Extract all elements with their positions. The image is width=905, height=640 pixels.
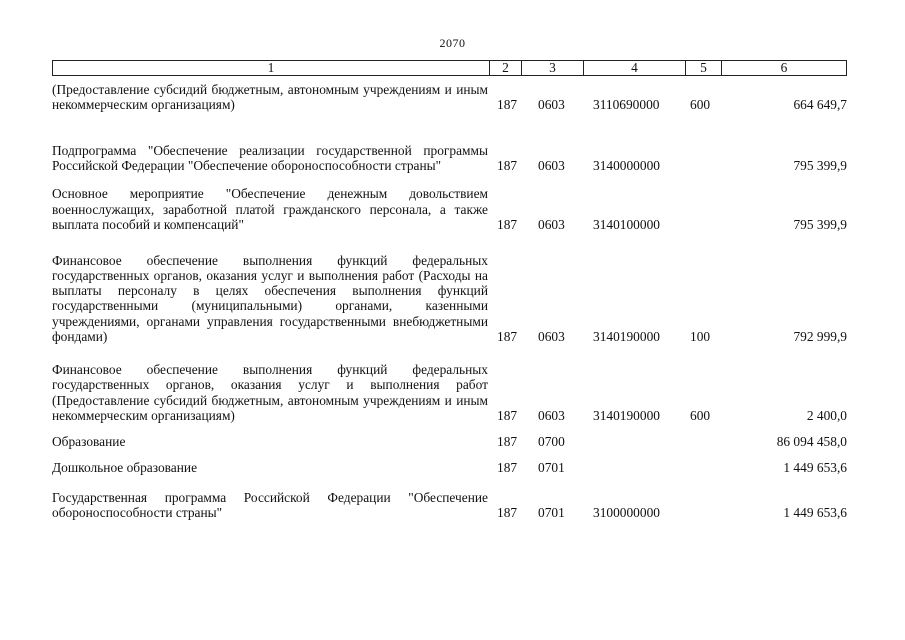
table-row bbox=[52, 123, 847, 173]
row-ministry-code: 187 bbox=[497, 328, 518, 344]
row-amount: 792 999,9 bbox=[793, 328, 847, 344]
row-expense-type: 600 bbox=[690, 96, 711, 112]
row-description: Финансовое обеспечение выполнения функций федеральных государственных органов, оказания услуг и выполнения работ (Расходы на выплаты персоналу в целях обеспечения выполнения функций государственными (муниципальными) органами, казенными учреждениями, органами управления государственными внебюджетными фондами) bbox=[52, 252, 488, 344]
row-amount: 2 400,0 bbox=[806, 407, 847, 423]
header-col-3: 3 bbox=[549, 60, 556, 75]
row-expense-type: 100 bbox=[690, 328, 711, 344]
row-description: Образование bbox=[52, 433, 126, 449]
table-row bbox=[52, 81, 847, 112]
header-col-1: 1 bbox=[267, 60, 275, 75]
page-number: 2070 bbox=[439, 36, 466, 50]
row-target-code: 3140190000 bbox=[593, 407, 660, 423]
row-amount: 795 399,9 bbox=[793, 157, 847, 173]
row-amount: 86 094 458,0 bbox=[776, 433, 847, 449]
row-amount: 795 399,9 bbox=[793, 216, 847, 232]
row-section-code: 0603 bbox=[538, 216, 565, 232]
table-row bbox=[52, 487, 847, 520]
row-amount: 1 449 653,6 bbox=[783, 459, 847, 475]
row-target-code: 3140190000 bbox=[593, 328, 660, 344]
table-row bbox=[52, 355, 847, 423]
row-section-code: 0701 bbox=[538, 459, 565, 475]
table-row bbox=[52, 433, 847, 449]
table-header-row bbox=[52, 60, 847, 76]
header-col-2: 2 bbox=[502, 60, 509, 75]
row-description: Государственная программа Российской Федерации "Обеспечение обороноспособности страны" bbox=[52, 489, 488, 520]
table-row bbox=[52, 243, 847, 344]
row-section-code: 0700 bbox=[538, 433, 565, 449]
header-col-4: 4 bbox=[631, 60, 638, 75]
row-section-code: 0701 bbox=[538, 504, 565, 520]
table-row bbox=[52, 459, 847, 475]
row-section-code: 0603 bbox=[538, 328, 565, 344]
row-ministry-code: 187 bbox=[497, 504, 518, 520]
row-description: (Предоставление субсидий бюджетным, автономным учреждениям и иным некоммерческим организациям) bbox=[52, 81, 488, 112]
row-target-code: 3100000000 bbox=[593, 504, 660, 520]
row-section-code: 0603 bbox=[538, 96, 565, 112]
table-row bbox=[52, 182, 847, 232]
row-ministry-code: 187 bbox=[497, 216, 518, 232]
row-section-code: 0603 bbox=[538, 407, 565, 423]
row-description: Основное мероприятие "Обеспечение денежным довольствием военнослужащих, заработной платой гражданского персонала, а также выплата пособий и компенсаций" bbox=[52, 186, 488, 232]
header-col-6: 6 bbox=[780, 60, 788, 75]
header-col-5: 5 bbox=[700, 60, 707, 75]
row-target-code: 3140100000 bbox=[593, 216, 660, 232]
row-ministry-code: 187 bbox=[497, 407, 518, 423]
row-section-code: 0603 bbox=[538, 157, 565, 173]
row-description: Дошкольное образование bbox=[52, 459, 198, 475]
row-description: Финансовое обеспечение выполнения функций федеральных государственных органов, оказания услуг и выполнения работ (Предоставление субсидий бюджетным, автономным учреждениям и иным некоммерческим организациям) bbox=[52, 362, 488, 423]
row-ministry-code: 187 bbox=[497, 459, 518, 475]
row-target-code: 3140000000 bbox=[593, 157, 660, 173]
row-ministry-code: 187 bbox=[497, 433, 518, 449]
row-target-code: 3110690000 bbox=[593, 96, 660, 112]
row-amount: 664 649,7 bbox=[793, 96, 847, 112]
row-description: Подпрограмма "Обеспечение реализации государственной программы Российской Федерации "Обеспечение обороноспособности страны" bbox=[52, 142, 488, 173]
row-amount: 1 449 653,6 bbox=[783, 504, 847, 520]
row-ministry-code: 187 bbox=[497, 96, 518, 112]
row-expense-type: 600 bbox=[690, 407, 711, 423]
row-ministry-code: 187 bbox=[497, 157, 518, 173]
